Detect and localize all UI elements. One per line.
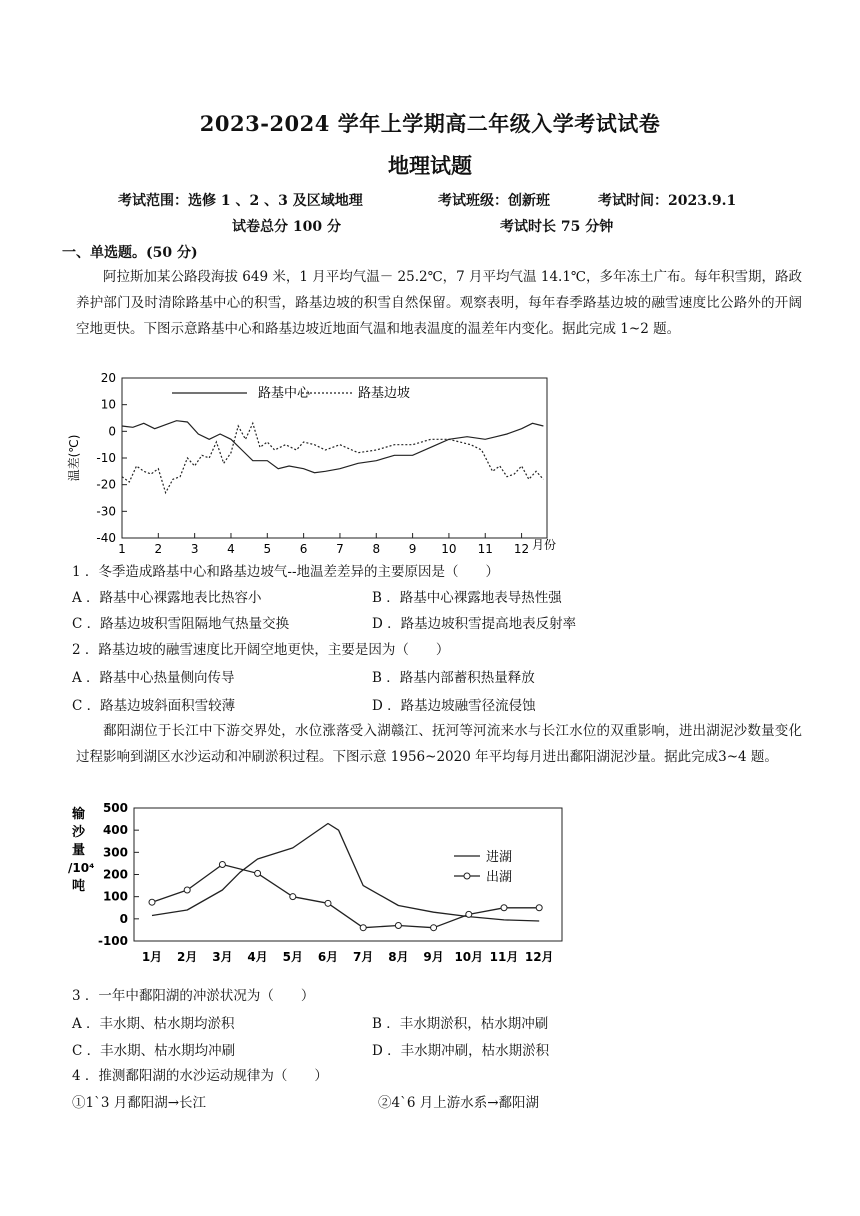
chart2-xtick-label: 4月 [247, 950, 268, 964]
exam-title: 2023-2024 学年上学期高二年级入学考试试卷 [199, 111, 661, 136]
q3-option-b[interactable]: B ．丰水期淤积，枯水期冲刷 [372, 1016, 549, 1032]
chart2-xtick-label: 1月 [141, 950, 163, 964]
question-3-stem: 3 ．一年中鄱阳湖的冲淤状况为（ ） [72, 988, 315, 1004]
series-inflow-line [152, 824, 539, 922]
exam-subject: 地理试题 [388, 153, 472, 178]
chart1-xtick-label: 1 [118, 542, 126, 556]
chart2-ytick-label: 0 [119, 911, 128, 926]
chart2-ytick-label: 100 [102, 889, 128, 904]
outflow-point [466, 911, 472, 917]
legend-outflow-marker [464, 873, 470, 879]
q1-option-c[interactable]: C ．路基边坡积雪阻隔地气热量交换 [72, 616, 290, 632]
chart1-ytick-label: -10 [96, 451, 116, 465]
chart1-xtick-label: 12 [513, 542, 530, 556]
exam-class: 考试班级：创新班 [438, 193, 550, 209]
chart2-ylabel-2: 沙 [72, 825, 86, 840]
exam-duration: 考试时长 75 分钟 [500, 219, 614, 235]
chart1-xtick-label: 7 [336, 542, 344, 556]
passage-2: 鄱阳湖位于长江中下游交界处，水位涨落受入湖赣江、抚河等河流来水与长江水位的双重影响，进出湖泥沙数量变化过程影响到湖区水沙运动和冲刷淤积过程。下图示意 1956~2020 年平均每月进出鄱阳湖泥沙量。据此完成3~4 题。 [76, 723, 802, 765]
chart1-ytick-label: -30 [96, 504, 116, 519]
q1-option-b[interactable]: B ．路基中心裸露地表导热性强 [372, 590, 562, 606]
chart1-ytick-label: 20 [100, 371, 116, 385]
question-1-stem: 1 ．冬季造成路基中心和路基边坡气--地温差差异的主要原因是（ ） [72, 564, 500, 580]
temperature-difference-chart [62, 368, 562, 558]
chart2-xtick-label: 2月 [177, 950, 198, 964]
chart1-xtick-label: 6 [299, 542, 308, 556]
chart1-ytick-label: 0 [108, 424, 116, 439]
chart2-xtick-label: 9月 [423, 950, 444, 964]
passage-1: 阿拉斯加某公路段海拔 649 米，1 月平均气温－ 25.2℃，7 月平均气温 14.1℃，多年冻土广布。每年积雪期，路政养护部门及时清除路基中心的积雪，路基边坡的积雪自然保留。观察表明，每年春季路基边坡的融雪速度比公路外的开阔空地更快。下图示意路基中心和路基边坡近地面气温和地表温度的温差年内变化。据此完成 1~2 题。 [76, 269, 803, 337]
chart1-xtick-label: 9 [408, 542, 417, 556]
chart2-ytick-label: 500 [102, 801, 128, 815]
chart2-xtick-label: 12月 [524, 950, 554, 964]
series-roadbed-slope-line [122, 423, 543, 492]
chart2-ylabel-4: /10⁴ [68, 861, 95, 875]
exam-time: 考试时间：2023.9.1 [598, 193, 737, 209]
chart1-xtick-label: 2 [154, 542, 163, 556]
outflow-point [290, 894, 296, 900]
chart1-ytick-label: -40 [96, 531, 116, 545]
q2-option-b[interactable]: B ．路基内部蓄积热量释放 [372, 670, 535, 686]
q1-option-a[interactable]: A ．路基中心裸露地表比热容小 [72, 590, 262, 606]
question-4-stem: 4 ．推测鄱阳湖的水沙运动规律为（ ） [72, 1068, 328, 1084]
q4-option-1[interactable]: ①1`3 月鄱阳湖→长江 [72, 1095, 207, 1111]
chart1-ylabel: 温差(℃) [67, 434, 81, 482]
chart1-xtick-label: 11 [477, 542, 493, 556]
chart2-ytick-label: -100 [97, 934, 128, 948]
exam-scope: 考试范围：选修 1 、2 、3 及区域地理 [118, 193, 363, 209]
q3-option-c[interactable]: C ．丰水期、枯水期均冲刷 [72, 1043, 236, 1059]
chart2-ylabel-5: 吨 [72, 879, 86, 894]
outflow-point [360, 925, 366, 931]
q4-option-2[interactable]: ②4`6 月上游水系→鄱阳湖 [378, 1095, 540, 1111]
chart2-xtick-label: 7月 [353, 950, 374, 964]
chart2-xtick-label: 3月 [212, 950, 233, 964]
chart1-ytick-label: -20 [96, 477, 116, 492]
chart1-frame [122, 378, 547, 538]
outflow-point [219, 862, 225, 868]
chart2-ytick-label: 300 [102, 845, 128, 860]
question-2-stem: 2 ．路基边坡的融雪速度比开阔空地更快，主要是因为（ ） [72, 642, 450, 658]
outflow-point [501, 905, 507, 911]
q2-option-a[interactable]: A ．路基中心热量侧向传导 [72, 670, 235, 686]
exam-total-score: 试卷总分 100 分 [232, 219, 341, 235]
chart1-xtick-label: 4 [227, 542, 235, 556]
legend-roadbed-center-label: 路基中心 [258, 386, 311, 401]
chart2-ytick-label: 400 [102, 823, 128, 838]
chart2-ytick-label: 200 [102, 867, 128, 882]
section-heading: 一、单选题。(50 分) [62, 245, 198, 261]
chart2-ylabel-1: 输 [72, 807, 86, 822]
outflow-point [325, 900, 331, 906]
q2-option-d[interactable]: D ．路基边坡融雪径流侵蚀 [372, 698, 536, 714]
chart2-xtick-label: 6月 [317, 950, 339, 964]
chart2-xtick-label: 5月 [282, 950, 303, 964]
chart1-xtick-label: 3 [190, 542, 199, 556]
legend-roadbed-slope-label: 路基边坡 [358, 386, 411, 401]
outflow-point [536, 905, 542, 911]
chart1-ytick-label: 10 [100, 397, 116, 412]
chart1-xtick-label: 10 [441, 542, 457, 556]
legend-inflow-label: 进湖 [486, 850, 513, 865]
outflow-point [395, 922, 401, 928]
outflow-point [184, 887, 190, 893]
sediment-transport-chart [62, 798, 572, 973]
q3-option-d[interactable]: D ．丰水期冲刷，枯水期淤积 [372, 1043, 550, 1059]
chart2-xtick-label: 11月 [489, 950, 519, 964]
chart2-xtick-label: 10月 [454, 950, 484, 964]
chart1-xtick-label: 8 [372, 542, 381, 556]
chart2-ylabel-3: 量 [72, 843, 86, 858]
q3-option-a[interactable]: A ．丰水期、枯水期均淤积 [72, 1016, 235, 1032]
q2-option-c[interactable]: C ．路基边坡斜面积雪较薄 [72, 698, 236, 714]
legend-outflow-label: 出湖 [486, 870, 513, 885]
outflow-point [255, 870, 261, 876]
outflow-point [431, 925, 437, 931]
chart2-xtick-label: 8月 [388, 950, 409, 964]
outflow-point [149, 899, 155, 905]
chart1-xtick-label: 5 [263, 542, 272, 556]
q1-option-d[interactable]: D ．路基边坡积雪提高地表反射率 [372, 616, 577, 632]
chart1-xunit: 月份 [532, 538, 557, 552]
